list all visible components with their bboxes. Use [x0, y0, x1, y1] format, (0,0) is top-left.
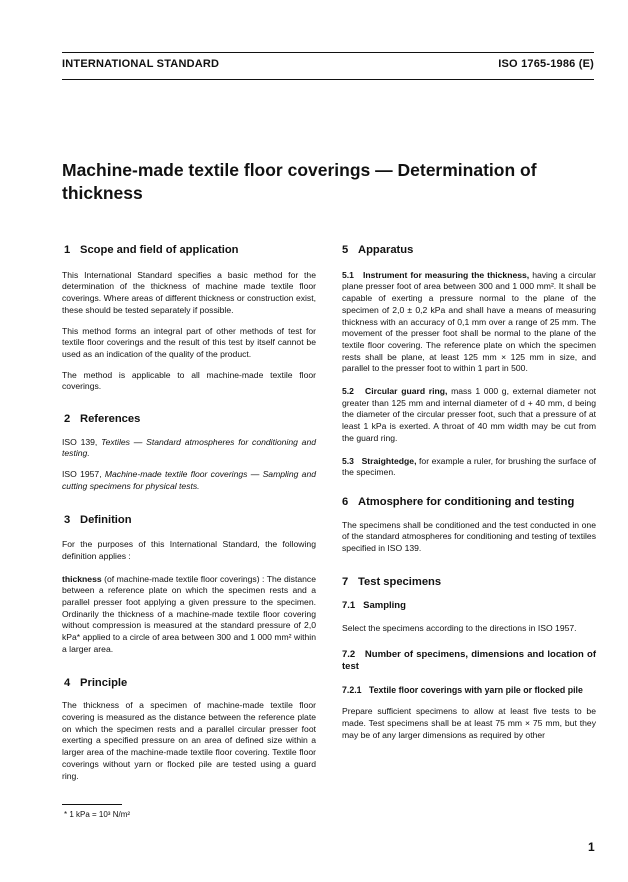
- definition: [62, 574, 316, 656]
- reference-item: [62, 437, 316, 460]
- subclause-7-1-heading: [342, 600, 596, 613]
- subclause-number: 5.3: [342, 455, 354, 466]
- header-standard-label: INTERNATIONAL STANDARD: [62, 58, 220, 70]
- reference-code: ISO 139,: [62, 436, 98, 447]
- subclause-number: 7.2: [342, 648, 356, 660]
- section-2-heading: [64, 414, 316, 426]
- left-column: [62, 245, 316, 782]
- section-number: 4: [64, 676, 71, 689]
- section-number: 1: [64, 244, 71, 256]
- paragraph: The method is applicable to all machine-made textile floor coverings.: [62, 369, 316, 392]
- subclause-number: 5.1: [342, 269, 354, 280]
- section-title: Scope and field of application: [80, 244, 239, 256]
- document-title: Machine-made textile floor coverings — Determination of thickness: [62, 160, 537, 203]
- subclause-title: Straightedge,: [361, 455, 417, 466]
- section-4-heading: [64, 678, 316, 690]
- paragraph: This International Standard specifies a basic method for the determination of the thickness of machine made textile floor coverings. Where areas of different thickness or construction exist, these should be tested separately if possible.: [62, 269, 316, 315]
- section-title: Apparatus: [358, 244, 414, 256]
- paragraph: Prepare sufficient specimens to allow at least five tests to be made. Test specimens shall be at least 75 mm × 75 mm, but they may be of any larger dimensions as required by other: [342, 706, 596, 740]
- section-number: 3: [64, 513, 71, 526]
- paragraph: Select the specimens according to the directions in ISO 1957.: [342, 622, 577, 633]
- section-title: Definition: [80, 513, 132, 526]
- section-3-heading: [64, 515, 316, 527]
- paragraph: For the purposes of this International Standard, the following definition applies :: [62, 539, 316, 561]
- subclause-title: Circular guard ring,: [365, 386, 448, 397]
- section-title: Principle: [80, 676, 128, 689]
- right-column: [342, 245, 596, 741]
- reference-code: ISO 1957,: [62, 469, 102, 480]
- header-standard-number: ISO 1765-1986 (E): [498, 58, 594, 70]
- subclause-number: 5.2: [342, 386, 354, 397]
- subclause-text: mass 1 000 g, external diameter not greater than 125 mm and internal diameter of d + 40 mm, d being the diameter of the circular presser foot, such that a pressure of at least 1 kPa is exerted. A throat of 40 mm width may be cut from the guard ring.: [342, 386, 597, 443]
- subclause-title: Sampling: [363, 600, 406, 612]
- definition-text: (of machine-made textile floor coverings) : The distance between a reference plate on which the specimen rests and a parallel presser foot applying a given pressure to the specimen. Ordinarily the thickness of a machine-made textile floor covering without compression is measured at the standard pressure of 2,0 kPa* applied to a circle of area between 300 and 1 000 mm² within a larger area.: [62, 573, 316, 654]
- reference-title: Textiles — Standard atmospheres for conditioning and testing.: [62, 436, 317, 459]
- subclause-number: 7.1: [342, 600, 356, 612]
- subclause-title: Textile floor coverings with yarn pile or flocked pile: [368, 684, 583, 695]
- subclause-5-3: [342, 456, 596, 479]
- footnote-rule: [62, 804, 122, 805]
- header-top-rule: [62, 52, 594, 53]
- subclause-title: Number of specimens, dimensions and location of test: [342, 648, 596, 673]
- section-1-heading: [64, 245, 316, 257]
- paragraph: The specimens shall be conditioned and the test conducted in one of the standard atmospheres for conditioning and testing of textiles specified in ISO 139.: [342, 519, 596, 554]
- subclause-title: Instrument for measuring the thickness,: [362, 269, 530, 280]
- subclause-number: 7.2.1: [342, 684, 362, 695]
- section-6-heading: [342, 497, 596, 509]
- page-number: 1: [588, 840, 595, 854]
- section-number: 2: [64, 413, 71, 426]
- footnote: * 1 kPa = 10³ N/m²: [64, 810, 131, 819]
- subclause-7-2-heading: [342, 649, 596, 674]
- section-number: 5: [342, 244, 349, 256]
- subclause-5-1: [342, 270, 596, 375]
- subclause-text: for example a ruler, for brushing the surface of the specimen.: [342, 455, 596, 478]
- section-title: Atmosphere for conditioning and testing: [358, 495, 575, 508]
- subclause-5-2: [342, 386, 596, 445]
- paragraph: This method forms an integral part of other methods of test for textile floor coverings and the result of this test by itself cannot be used as an indication of the quality of the product.: [62, 325, 316, 359]
- subclause-text: having a circular plane presser foot of area between 300 and 1 000 mm². It shall be capable of exerting a pressure normal to the plane of the specimen of 2,0 ± 0,2 kPa and shall have a means of measuring thickness with an accuracy of 0,1 mm over a range of 25 mm. The movement of the presser foot shall be normal to the plane of the textile floor covering. The reference plate on which the specimen rests shall be plane, at least 125 mm × 125 mm in size, and parallel to the presser foot to within 1 part in 500.: [342, 269, 596, 374]
- reference-title: Machine-made textile floor coverings — Sampling and cutting specimens for physical tests.: [62, 469, 317, 491]
- section-title: Test specimens: [358, 575, 442, 588]
- section-number: 7: [342, 575, 349, 588]
- section-title: References: [80, 413, 141, 426]
- section-7-heading: [342, 577, 596, 589]
- section-number: 6: [342, 495, 349, 508]
- section-5-heading: [342, 245, 596, 257]
- reference-item: [62, 469, 316, 492]
- header-bottom-rule: [62, 79, 594, 80]
- definition-term: thickness: [62, 573, 102, 584]
- subclause-7-2-1-heading: [342, 685, 596, 697]
- paragraph: The thickness of a specimen of machine-made textile floor covering is measured as the distance between the reference plate on which the specimen rests and a parallel circular presser foot exerting a specified pressure on an area of defined size within a larger area of the machine-made textile floor covering. Textile floor coverings without yarn or flocked pile are tested using a guard ring.: [62, 700, 316, 781]
